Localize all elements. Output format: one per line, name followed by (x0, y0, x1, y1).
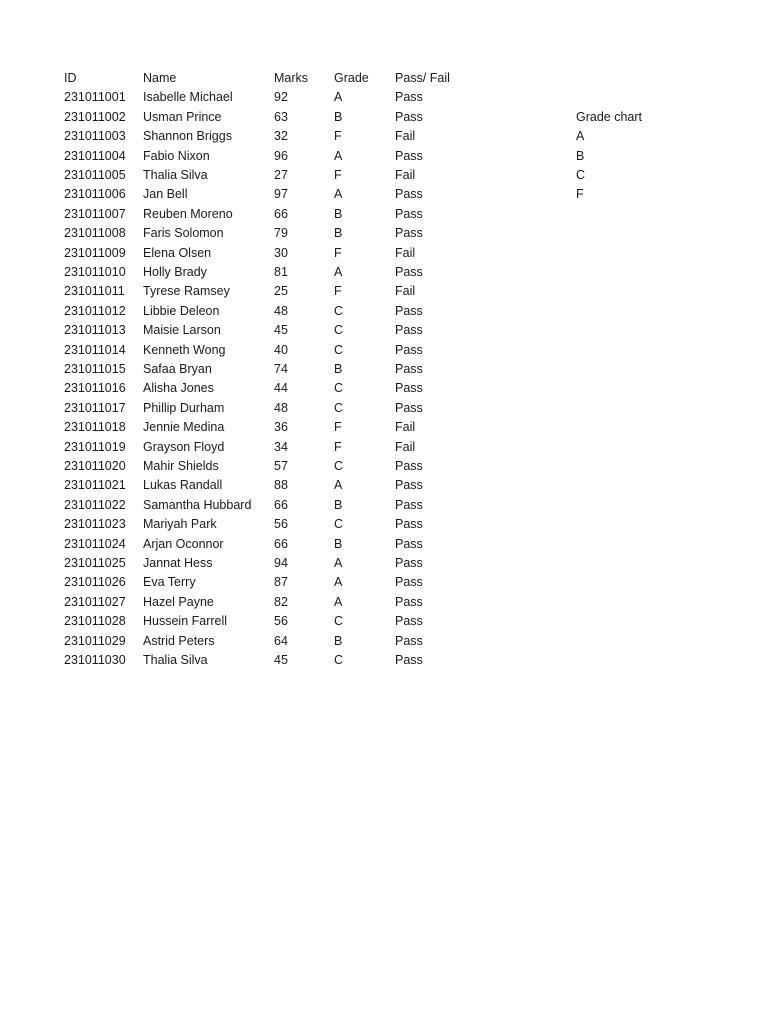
cell-id: 231011028 (64, 614, 126, 629)
table-row (0, 457, 768, 476)
cell-grade: A (334, 90, 343, 105)
cell-id: 231011005 (64, 168, 126, 182)
cell-marks: 48 (274, 400, 288, 415)
cell-pass-fail: Pass (395, 381, 423, 396)
cell-id: 231011013 (64, 323, 126, 338)
cell-grade: B (334, 536, 343, 551)
cell-name: Libbie Deleon (143, 303, 220, 318)
cell-id: 231011008 (64, 226, 126, 241)
cell-name: Usman Prince (143, 109, 222, 124)
cell-marks: 27 (274, 168, 288, 182)
table-row (0, 515, 768, 534)
grade-chart-title: Grade chart (576, 109, 643, 124)
table-row (0, 341, 768, 360)
cell-name: Reuben Moreno (143, 206, 233, 221)
cell-id: 231011029 (64, 633, 126, 648)
table-row (0, 612, 768, 631)
cell-pass-fail: Pass (395, 206, 423, 221)
table-row (0, 632, 768, 651)
table-row (0, 379, 768, 398)
grade-chart-title-row (0, 108, 768, 127)
cell-marks: 92 (274, 90, 288, 105)
cell-marks: 87 (274, 575, 288, 590)
table-row (0, 88, 768, 107)
cell-pass-fail: Pass (395, 575, 423, 590)
cell-grade: F (334, 168, 342, 182)
table-header-row (0, 69, 768, 88)
cell-grade: F (334, 129, 342, 144)
table-row (0, 554, 768, 573)
cell-grade: F (334, 439, 342, 454)
cell-marks: 81 (274, 265, 288, 279)
cell-grade: A (334, 187, 343, 202)
cell-marks: 74 (274, 362, 288, 376)
cell-id: 231011027 (64, 594, 126, 609)
cell-id: 231011023 (64, 517, 126, 532)
cell-name: Elena Olsen (143, 245, 212, 260)
table-row (0, 244, 768, 263)
cell-grade: B (334, 226, 343, 241)
cell-name: Eva Terry (143, 575, 196, 590)
cell-id: 231011004 (64, 148, 126, 163)
cell-pass-fail: Pass (395, 633, 423, 648)
cell-id: 231011026 (64, 575, 126, 590)
cell-grade: C (334, 653, 344, 667)
cell-grade: A (334, 265, 343, 279)
cell-marks: 30 (274, 245, 288, 260)
cell-pass-fail: Fail (395, 420, 416, 435)
cell-grade: B (334, 362, 343, 376)
cell-grade: A (334, 556, 343, 570)
cell-marks: 40 (274, 342, 288, 357)
cell-name: Arjan Oconnor (143, 536, 224, 551)
cell-id: 231011006 (64, 187, 126, 202)
cell-pass-fail: Pass (395, 536, 423, 551)
cell-pass-fail: Pass (395, 109, 423, 124)
cell-pass-fail: Pass (395, 478, 423, 493)
cell-name: Jennie Medina (143, 420, 225, 435)
cell-marks: 45 (274, 323, 288, 338)
cell-pass-fail: Pass (395, 594, 423, 609)
table-row (0, 476, 768, 495)
cell-name: Jannat Hess (143, 556, 213, 570)
cell-pass-fail: Fail (395, 168, 416, 182)
cell-marks: 82 (274, 594, 288, 609)
cell-id: 231011012 (64, 303, 126, 318)
table-row (0, 282, 768, 301)
cell-name: Hussein Farrell (143, 614, 228, 629)
grade-chart-grade: B (576, 148, 585, 163)
cell-grade: C (334, 459, 344, 473)
table-row (0, 321, 768, 340)
grade-chart-row (0, 127, 768, 146)
cell-name: Safaa Bryan (143, 362, 212, 376)
grade-chart-row (0, 185, 768, 204)
cell-id: 231011015 (64, 362, 126, 376)
cell-name: Hazel Payne (143, 594, 214, 609)
cell-pass-fail: Pass (395, 653, 423, 667)
grade-chart-grade: A (576, 129, 585, 144)
grade-chart-grade: F (576, 187, 584, 202)
cell-marks: 96 (274, 148, 288, 163)
cell-name: Lukas Randall (143, 478, 223, 493)
table-row (0, 399, 768, 418)
cell-name: Shannon Briggs (143, 129, 232, 144)
cell-name: Kenneth Wong (143, 342, 226, 357)
cell-pass-fail: Fail (395, 284, 416, 299)
table-row (0, 593, 768, 612)
header-pass-fail: Pass/ Fail (395, 71, 450, 85)
cell-grade: A (334, 478, 343, 493)
table-row (0, 535, 768, 554)
cell-grade: F (334, 245, 342, 260)
cell-name: Astrid Peters (143, 633, 215, 648)
cell-pass-fail: Pass (395, 303, 423, 318)
grade-chart-row (0, 147, 768, 166)
cell-marks: 64 (274, 633, 288, 648)
cell-name: Jan Bell (143, 187, 188, 202)
cell-name: Alisha Jones (143, 381, 214, 396)
cell-name: Grayson Floyd (143, 439, 225, 454)
cell-pass-fail: Pass (395, 342, 423, 357)
cell-grade: B (334, 109, 343, 124)
cell-pass-fail: Pass (395, 323, 423, 338)
cell-name: Mariyah Park (143, 517, 217, 532)
cell-id: 231011003 (64, 129, 126, 144)
cell-name: Samantha Hubbard (143, 497, 252, 512)
cell-id: 231011017 (64, 400, 126, 415)
cell-name: Faris Solomon (143, 226, 224, 241)
cell-name: Fabio Nixon (143, 148, 210, 163)
cell-id: 231011002 (64, 109, 126, 124)
cell-marks: 88 (274, 478, 288, 493)
cell-name: Mahir Shields (143, 459, 219, 473)
cell-id: 231011016 (64, 381, 126, 396)
table-row (0, 302, 768, 321)
cell-pass-fail: Pass (395, 226, 423, 241)
cell-grade: A (334, 594, 343, 609)
cell-pass-fail: Fail (395, 439, 416, 454)
cell-grade: C (334, 323, 344, 338)
table-row (0, 418, 768, 437)
table-row (0, 224, 768, 243)
cell-pass-fail: Pass (395, 148, 423, 163)
cell-pass-fail: Pass (395, 517, 423, 532)
cell-id: 231011010 (64, 265, 126, 279)
cell-grade: C (334, 400, 344, 415)
cell-grade: B (334, 206, 343, 221)
header-id: ID (64, 71, 77, 85)
cell-name: Thalia Silva (143, 168, 208, 182)
cell-pass-fail: Pass (395, 400, 423, 415)
cell-pass-fail: Pass (395, 556, 423, 570)
cell-marks: 63 (274, 109, 288, 124)
cell-marks: 97 (274, 187, 288, 202)
cell-pass-fail: Pass (395, 90, 423, 105)
cell-id: 231011001 (64, 90, 126, 105)
cell-marks: 25 (274, 284, 288, 299)
cell-name: Maisie Larson (143, 323, 221, 338)
grade-chart-grade: C (576, 168, 586, 182)
cell-marks: 57 (274, 459, 288, 473)
cell-marks: 56 (274, 517, 288, 532)
cell-pass-fail: Fail (395, 245, 416, 260)
cell-id: 231011011 (64, 284, 125, 299)
cell-marks: 66 (274, 497, 288, 512)
cell-id: 231011009 (64, 245, 126, 260)
cell-marks: 94 (274, 556, 288, 570)
table-row (0, 651, 768, 670)
cell-marks: 32 (274, 129, 288, 144)
cell-marks: 79 (274, 226, 288, 241)
cell-id: 231011019 (64, 439, 126, 454)
table-row (0, 573, 768, 592)
table-row (0, 438, 768, 457)
cell-id: 231011024 (64, 536, 126, 551)
cell-grade: A (334, 148, 343, 163)
cell-id: 231011020 (64, 459, 126, 473)
cell-grade: F (334, 420, 342, 435)
cell-grade: B (334, 497, 343, 512)
table-row (0, 205, 768, 224)
cell-id: 231011030 (64, 653, 126, 667)
cell-marks: 44 (274, 381, 288, 396)
cell-grade: C (334, 517, 344, 532)
cell-id: 231011007 (64, 206, 126, 221)
cell-marks: 56 (274, 614, 288, 629)
header-marks: Marks (274, 71, 309, 85)
cell-marks: 48 (274, 303, 288, 318)
cell-name: Tyrese Ramsey (143, 284, 230, 299)
cell-name: Phillip Durham (143, 400, 225, 415)
cell-grade: C (334, 381, 344, 396)
cell-marks: 66 (274, 536, 288, 551)
header-grade: Grade (334, 71, 369, 85)
cell-pass-fail: Pass (395, 187, 423, 202)
cell-id: 231011022 (64, 497, 126, 512)
cell-marks: 34 (274, 439, 288, 454)
grade-chart-row (0, 166, 768, 185)
cell-pass-fail: Fail (395, 129, 416, 144)
cell-marks: 36 (274, 420, 288, 435)
cell-pass-fail: Pass (395, 362, 423, 376)
table-row (0, 263, 768, 282)
cell-grade: A (334, 575, 343, 590)
cell-pass-fail: Pass (395, 459, 423, 473)
cell-grade: B (334, 633, 343, 648)
cell-grade: F (334, 284, 342, 299)
cell-name: Thalia Silva (143, 653, 208, 667)
header-name: Name (143, 71, 177, 85)
cell-id: 231011014 (64, 342, 126, 357)
cell-pass-fail: Pass (395, 497, 423, 512)
cell-name: Isabelle Michael (143, 90, 233, 105)
cell-grade: C (334, 342, 344, 357)
cell-marks: 66 (274, 206, 288, 221)
cell-grade: C (334, 614, 344, 629)
cell-id: 231011021 (64, 478, 126, 493)
cell-pass-fail: Pass (395, 265, 423, 279)
cell-id: 231011025 (64, 556, 126, 570)
cell-name: Holly Brady (143, 265, 207, 279)
cell-id: 231011018 (64, 420, 126, 435)
cell-grade: C (334, 303, 344, 318)
cell-marks: 45 (274, 653, 288, 667)
table-row (0, 496, 768, 515)
table-row (0, 360, 768, 379)
cell-pass-fail: Pass (395, 614, 423, 629)
